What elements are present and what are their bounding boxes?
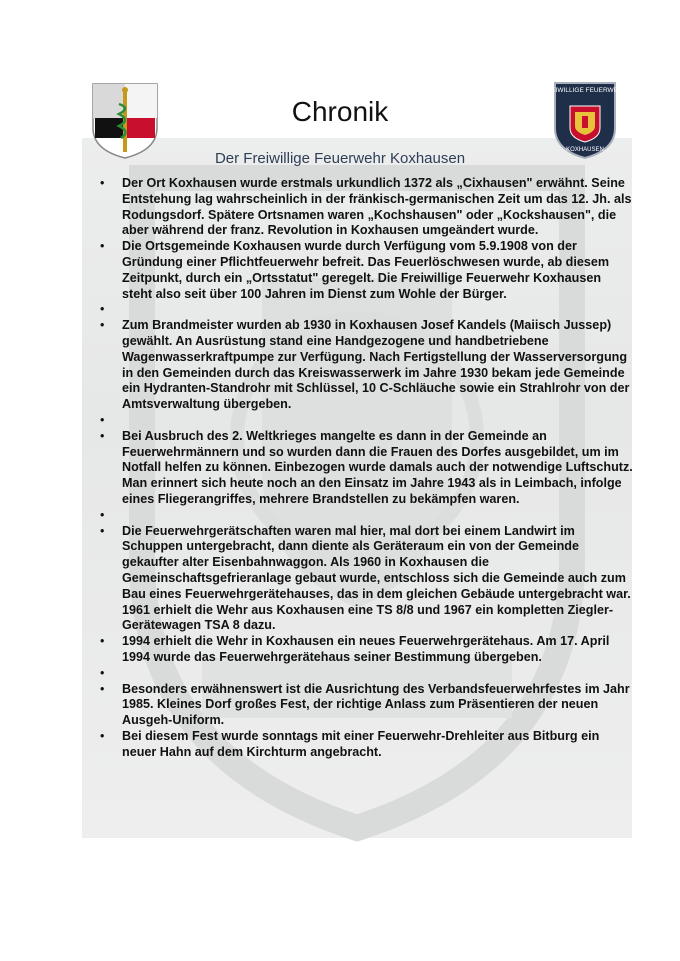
- list-item: • Die Ortsgemeinde Koxhausen wurde durch Verfügung vom 5.9.1908 von der Gründung einer Pflichtfeuerwehr befreit. Das Feuerlöschwesen wurde, ab diesem Zeitpunkt, durch ein „Ortsstatut" geregelt. Die Freiwillige Feuerwehr Koxhausen steht also seit über 100 Jahren im Dienst zum Wohle der Bürger.: [98, 239, 633, 302]
- list-item: [98, 508, 633, 524]
- list-item: • Besonders erwähnenswert ist die Ausrichtung des Verbandsfeuerwehrfestes im Jahr 1985. Kleines Dorf großes Fest, der richtige Anlass zum Präsentieren der neuen Ausgeh-Uniform.: [98, 682, 633, 729]
- list-item: • Der Ort Koxhausen wurde erstmals urkundlich 1372 als „Cixhausen" erwähnt. Seine Entstehung lag wahrscheinlich in der fränkisch-germanischen Zeit um das 12. Jh. als Rodungsdorf. Spätere Ortsnamen waren „Kochshausen" oder „Kockshausen", die aber während der franz. Revolution in Koxhausen umgeändert wurde.: [98, 176, 633, 239]
- list-item: • Bei Ausbruch des 2. Weltkrieges mangelte es dann in der Gemeinde an Feuerwehrmännern und so wurden dann die Frauen des Dorfes ausgebildet, um im Notfall helfen zu können. Einbezogen wurde damals auch der notwendige Luftschutz. Man erinnert sich heute noch an den Einsatz im Jahre 1943 als in Leimbach, infolge eines Fliegerangriffes, mehrere Brandstellen zu bekämpfen waren.: [98, 429, 633, 508]
- badge-top-text: FREIWILLIGE FEUERWEHR: [542, 87, 628, 94]
- list-item: • Zum Brandmeister wurden ab 1930 in Koxhausen Josef Kandels (Maiisch Jussep) gewählt. An Ausrüstung stand eine Handgezogene und handbetriebene Wagenwasserkraftpumpe zur Verfügung. Nach Fertigstellung der Wasserversorgung in den Gemeinden durch das Kreiswasserwerk im Jahre 1930 bekam jede Gemeinde ein Hydranten-Standrohr mit Schlüssel, 10 C-Schläuche sowie ein Strahlrohr von der Amtsverwaltung übergeben.: [98, 318, 633, 413]
- page-subtitle: Der Freiwillige Feuerwehr Koxhausen: [214, 150, 466, 167]
- list-item: • 1994 erhielt die Wehr in Koxhausen ein neues Feuerwehrgerätehaus. Am 17. April 1994 wurde das Feuerwehrgerätehaus seiner Bestimmung übergeben.: [98, 634, 633, 666]
- list-item: [98, 413, 633, 429]
- list-item: [98, 666, 633, 682]
- list-item: [98, 302, 633, 318]
- list-item: • Bei diesem Fest wurde sonntags mit einer Feuerwehr-Drehleiter aus Bitburg ein neuer Hahn auf dem Kirchturm angebracht.: [98, 729, 633, 761]
- chronicle-content: [98, 176, 633, 760]
- chronicle-list: [98, 176, 633, 760]
- badge-bottom-text: KOXHAUSEN: [566, 147, 604, 153]
- list-item: • Die Feuerwehrgerätschaften waren mal hier, mal dort bei einem Landwirt im Schuppen untergebracht, dann diente als Geräteraum ein von der Gemeinde gekaufter alter Eisenbahnwaggon. Als 1960 in Koxhausen die Gemeinschaftsgefrieranlage gebaut wurde, entschloss sich die Gemeinde auch zum Bau eines Feuerwehrgerätehauses, das in dem gleichen Gebäude untergebracht war. 1961 erhielt die Wehr aus Koxhausen eine TS 8/8 und 1967 ein kompletten Ziegler-Gerätewagen TSA 8 dazu.: [98, 524, 633, 635]
- page-title: Chronik: [291, 96, 389, 127]
